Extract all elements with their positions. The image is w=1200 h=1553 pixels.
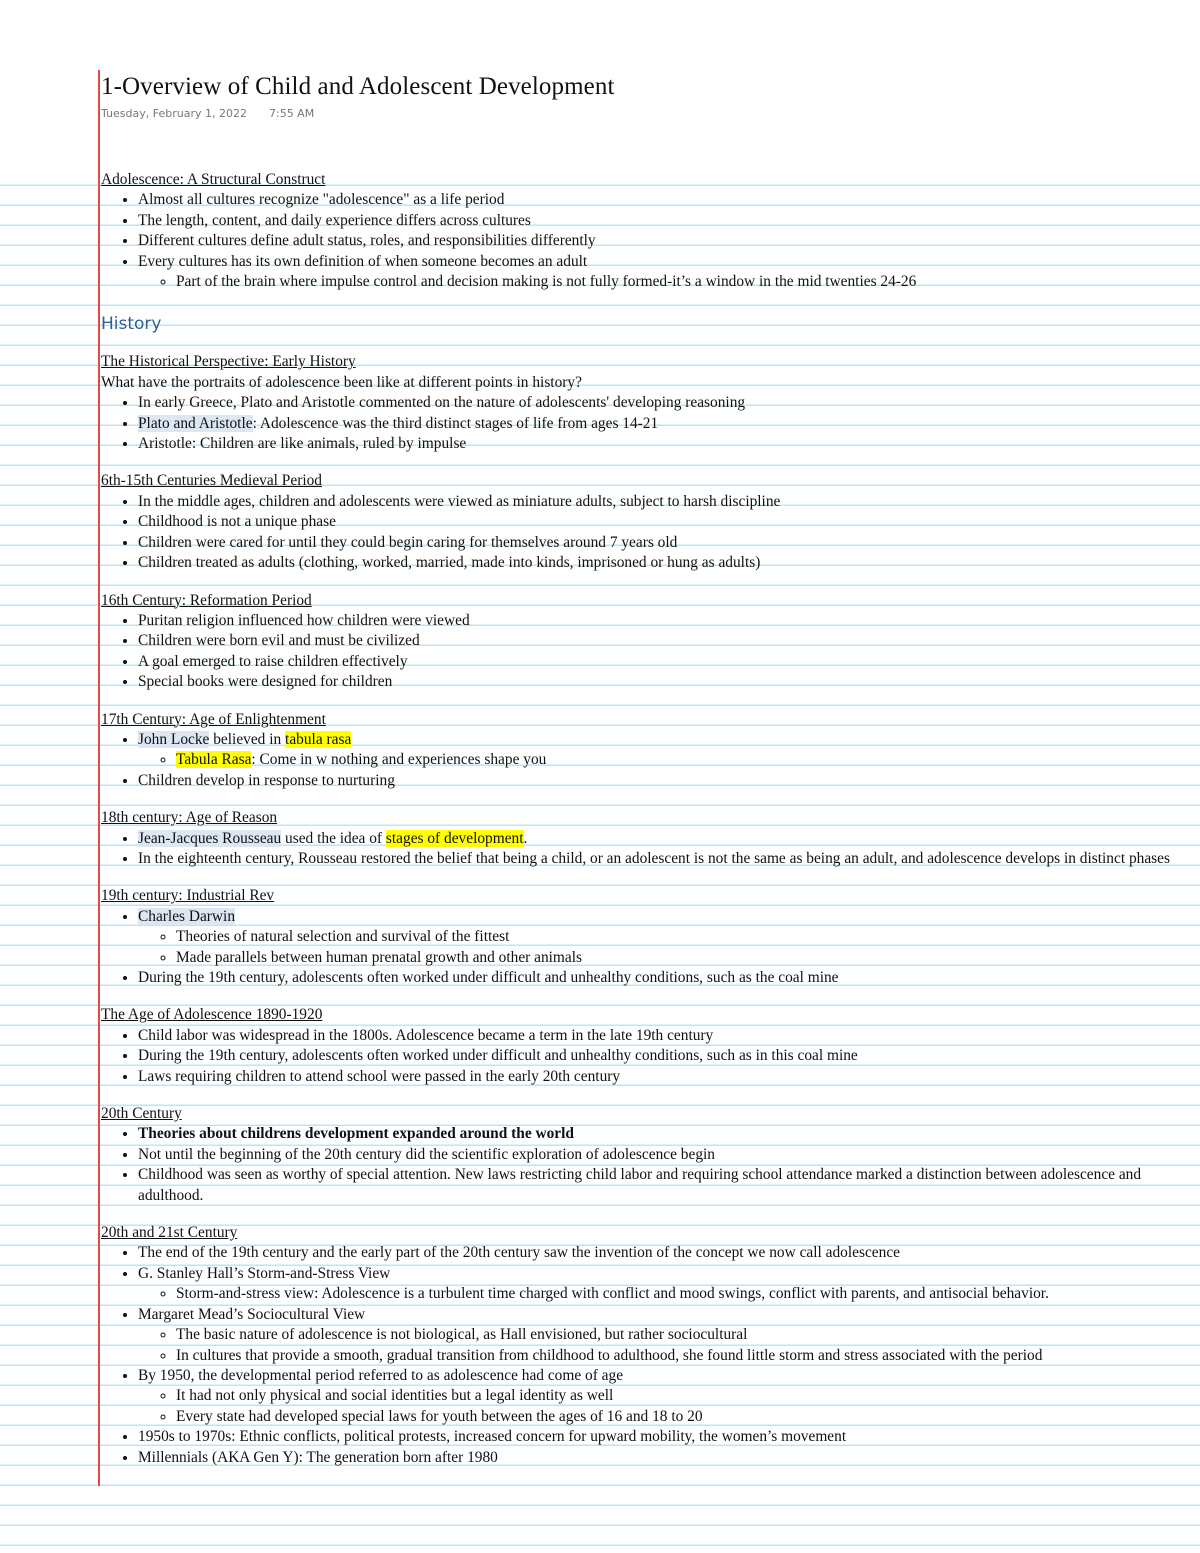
list-item: • Every cultures has its own definition of when someone becomes an adult ◦ Part of the brain where impulse control and decision making is not fully formed-it’s a window in the mid twenties 24-26 — [138, 252, 1186, 293]
section-title: The Age of Adolescence 1890-1920 — [101, 1006, 323, 1024]
spacer — [101, 791, 1186, 808]
sub-bullet-list — [138, 272, 1186, 292]
section-early-history — [101, 352, 1186, 454]
sub-list-item: ◦ Every state had developed special laws for youth between the ages of 16 and 18 to 20 — [176, 1407, 1186, 1427]
sub-bullet-list — [138, 1284, 1186, 1304]
list-item: • A goal emerged to raise children effectively — [138, 652, 1186, 672]
spacer — [101, 988, 1186, 1005]
history-heading: History — [101, 314, 162, 335]
section-reformation — [101, 591, 1186, 693]
section-title: The Historical Perspective: Early History — [101, 353, 356, 371]
list-item: • Different cultures define adult status, roles, and responsibilities differently — [138, 231, 1186, 251]
notebook-margin-line — [98, 70, 100, 1486]
list-item: • Millennials (AKA Gen Y): The generation born after 1980 — [138, 1448, 1186, 1468]
sub-list-item: ◦ Theories of natural selection and survival of the fittest — [176, 927, 1186, 947]
section-title: 20th and 21st Century — [101, 1224, 238, 1242]
section-20th-century — [101, 1104, 1186, 1206]
list-item: • Jean-Jacques Rousseau used the idea of stages of development. — [138, 829, 1186, 849]
list-item: • Child labor was widespread in the 1800s. Adolescence became a term in the late 19th century — [138, 1026, 1186, 1046]
spacer — [101, 574, 1186, 591]
section-title: 19th century: Industrial Rev — [101, 887, 275, 905]
list-item: • G. Stanley Hall’s Storm-and-Stress View ◦ Storm-and-stress view: Adolescence is a turbulent time charged with conflict and mood swings, conflict with parents, and antisocial behavior. — [138, 1264, 1186, 1305]
sub-list-item: ◦ Tabula Rasa: Come in w nothing and experiences shape you — [176, 750, 1186, 770]
sub-bullet-list — [138, 750, 1186, 770]
section-industrial-rev — [101, 886, 1186, 988]
bullet-list — [101, 1026, 1186, 1087]
list-item: • Children develop in response to nurturing — [138, 771, 1186, 791]
bullet-list — [101, 1243, 1186, 1467]
bullet-list — [101, 611, 1186, 693]
bullet-list — [101, 190, 1186, 292]
bullet-list — [101, 393, 1186, 454]
bold-text: Theories about childrens development expanded around the world — [138, 1125, 574, 1143]
list-item: • During the 19th century, adolescents often worked under difficult and unhealthy conditions, such as the coal mine — [138, 968, 1186, 988]
spacer — [101, 1087, 1186, 1104]
section-title: 17th Century: Age of Enlightenment — [101, 710, 326, 728]
sub-bullet-list — [138, 927, 1186, 968]
sub-list-item: ◦ Part of the brain where impulse control and decision making is not fully formed-it’s a window in the mid twenties 24-26 — [176, 272, 1186, 292]
list-item: • By 1950, the developmental period referred to as adolescence had come of age ◦ It had not only physical and social identities but a legal identity as well ◦ Every state had developed special laws for youth between the ages of 16 and 18 to 20 — [138, 1366, 1186, 1427]
list-item: • Laws requiring children to attend school were passed in the early 20th century — [138, 1067, 1186, 1087]
section-20th-21st-century — [101, 1223, 1186, 1468]
list-item: • Aristotle: Children are like animals, ruled by impulse — [138, 434, 1186, 454]
highlight-yellow: stages of development — [385, 829, 524, 847]
highlight-yellow: Tabula Rasa — [176, 751, 252, 769]
list-item: • Not until the beginning of the 20th century did the scientific exploration of adolescence begin — [138, 1145, 1186, 1165]
list-item: • Margaret Mead’s Sociocultural View ◦ The basic nature of adolescence is not biological, as Hall envisioned, but rather sociocultural ◦ In cultures that provide a smooth, gradual transition from childhood to adulthood, she found little storm and stress associated with the period — [138, 1305, 1186, 1366]
sub-bullet-list — [138, 1386, 1186, 1427]
list-item: • Puritan religion influenced how children were viewed — [138, 611, 1186, 631]
section-medieval — [101, 471, 1186, 573]
list-item — [138, 907, 1186, 968]
section-title: 16th Century: Reformation Period — [101, 591, 312, 609]
sub-bullet-list — [138, 1325, 1186, 1366]
list-item: • During the 19th century, adolescents often worked under difficult and unhealthy conditions, such as in this coal mine — [138, 1046, 1186, 1066]
list-item: • John Locke believed in tabula rasa ◦ Tabula Rasa: Come in w nothing and experiences shape you — [138, 730, 1186, 771]
highlight-blue: Charles Darwin — [138, 907, 236, 925]
list-item: • Childhood was seen as worthy of special attention. New laws restricting child labor and requiring school attendance marked a distinction between adolescence and adulthood. — [138, 1165, 1186, 1206]
spacer — [101, 1206, 1186, 1223]
section-title: 20th Century — [101, 1105, 182, 1123]
sub-list-item: ◦ Storm-and-stress view: Adolescence is a turbulent time charged with conflict and mood swings, conflict with parents, and antisocial behavior. — [176, 1284, 1186, 1304]
sub-list-item: ◦ In cultures that provide a smooth, gradual transition from childhood to adulthood, she found little storm and stress associated with the period — [176, 1346, 1186, 1366]
bullet-list — [101, 730, 1186, 791]
list-item: • Children were born evil and must be civilized — [138, 631, 1186, 651]
section-structural-construct — [101, 170, 1186, 292]
list-item: • In early Greece, Plato and Aristotle commented on the nature of adolescents' developing reasoning — [138, 393, 1186, 413]
list-item: • Special books were designed for children — [138, 672, 1186, 692]
list-item: • 1950s to 1970s: Ethnic conflicts, political protests, increased concern for upward mobility, the women’s movement — [138, 1427, 1186, 1447]
highlight-blue: Plato and Aristotle — [138, 414, 253, 432]
highlight-blue: John Locke — [138, 730, 210, 748]
list-item: • Children treated as adults (clothing, worked, married, made into kinds, imprisoned or hung as adults) — [138, 553, 1186, 573]
section-title: 18th century: Age of Reason — [101, 809, 278, 827]
page-timestamp — [101, 107, 1186, 121]
spacer — [101, 869, 1186, 886]
sub-list-item: ◦ The basic nature of adolescence is not biological, as Hall envisioned, but rather sociocultural — [176, 1325, 1186, 1345]
list-item: • Almost all cultures recognize "adolescence" as a life period — [138, 190, 1186, 210]
list-item: • Children were cared for until they could begin caring for themselves around 7 years old — [138, 533, 1186, 553]
section-title: Adolescence: A Structural Construct — [101, 171, 326, 188]
spacer — [101, 693, 1186, 710]
highlight-blue: Jean-Jacques Rousseau — [138, 829, 282, 847]
list-item: • In the middle ages, children and adolescents were viewed as miniature adults, subject to harsh discipline — [138, 492, 1186, 512]
section-enlightenment — [101, 710, 1186, 792]
sub-list-item: ◦ Made parallels between human prenatal growth and other animals — [176, 948, 1186, 968]
bullet-list — [101, 1124, 1186, 1206]
section-age-of-adolescence — [101, 1005, 1186, 1087]
highlight-yellow: tabula rasa — [285, 730, 352, 748]
sub-list-item: ◦ It had not only physical and social identities but a legal identity as well — [176, 1386, 1186, 1406]
page-date: Tuesday, February 1, 2022 — [101, 107, 247, 120]
section-age-of-reason — [101, 808, 1186, 869]
page-time: 7:55 AM — [268, 107, 315, 120]
list-item: • Childhood is not a unique phase — [138, 512, 1186, 532]
list-item — [138, 1124, 1186, 1144]
section-title: 6th-15th Centuries Medieval Period — [101, 472, 322, 490]
note-page — [101, 70, 1186, 1468]
list-item: • Plato and Aristotle: Adolescence was the third distinct stages of life from ages 14-21 — [138, 414, 1186, 434]
bullet-list — [101, 907, 1186, 989]
page-title[interactable]: 1-Overview of Child and Adolescent Development — [101, 73, 615, 100]
bullet-list — [101, 829, 1186, 870]
bullet-list — [101, 492, 1186, 574]
list-item: • The end of the 19th century and the early part of the 20th century saw the invention of the concept we now call adolescence — [138, 1243, 1186, 1263]
section-question: What have the portraits of adolescence been like at different points in history? — [101, 373, 582, 391]
list-item: • In the eighteenth century, Rousseau restored the belief that being a child, or an adolescent is not the same as being an adult, and adolescence develops in distinct phases — [138, 849, 1186, 869]
list-item: • The length, content, and daily experience differs across cultures — [138, 211, 1186, 231]
note-body[interactable] — [101, 170, 1186, 1468]
spacer — [101, 454, 1186, 471]
